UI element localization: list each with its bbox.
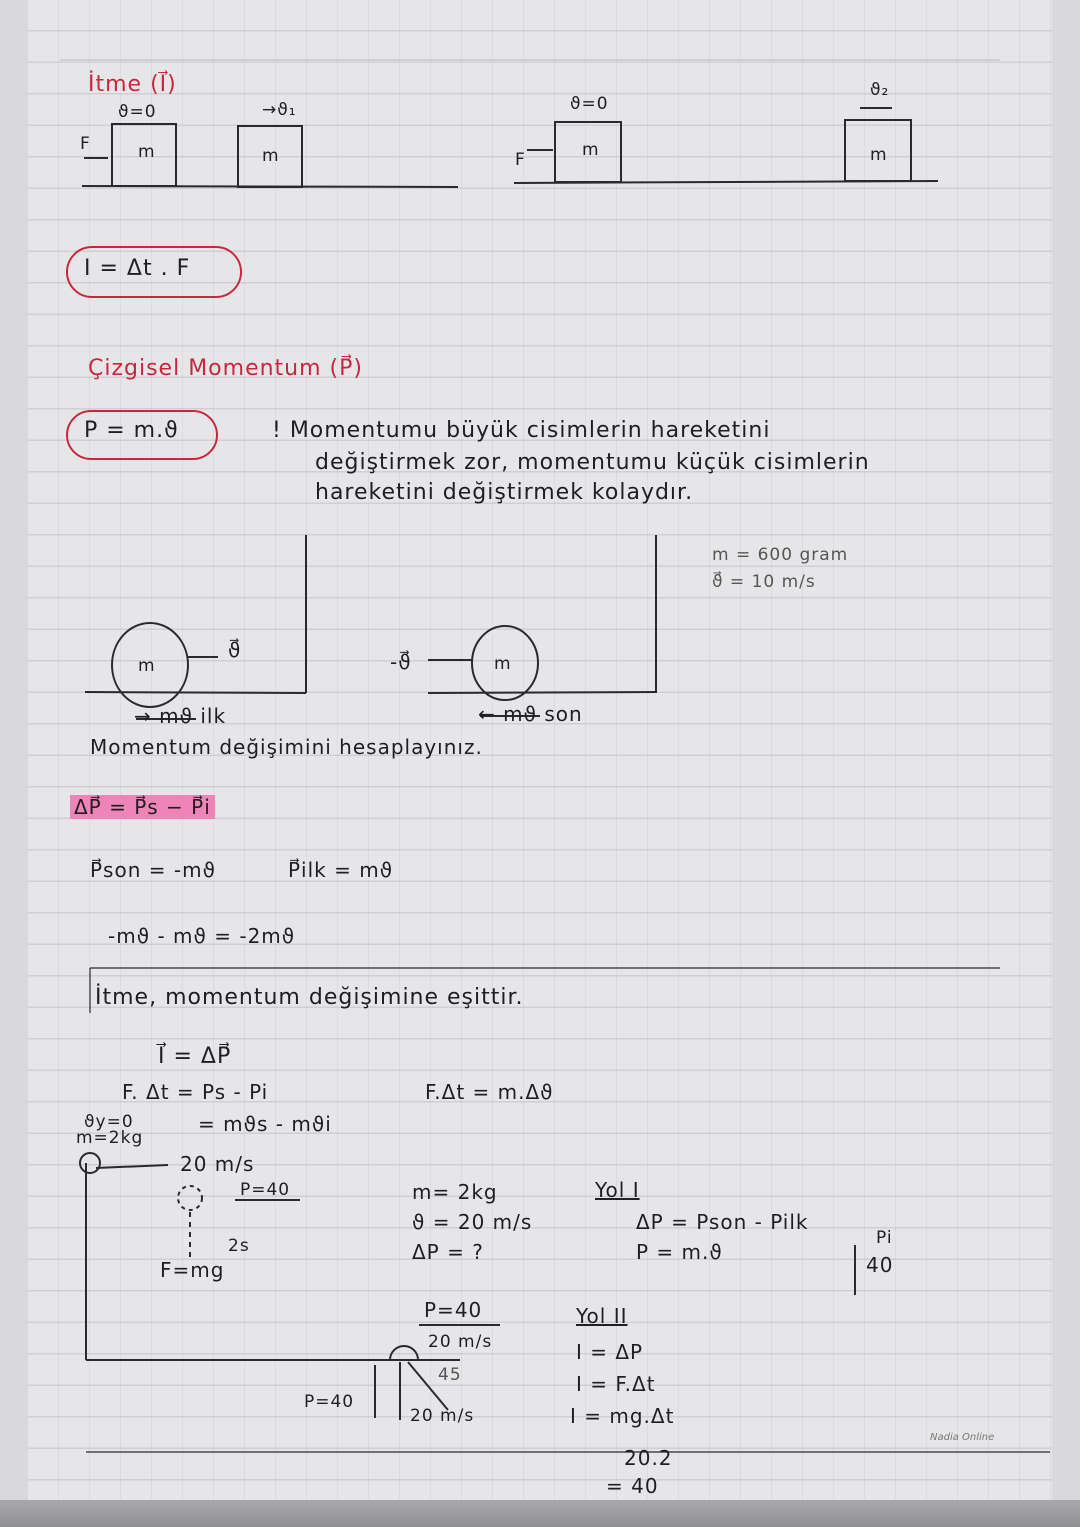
given-item: m= 2kg [412,1180,498,1204]
impulse-heading: İtme (I⃗) [88,72,177,97]
force-label: F=mg [160,1258,225,1282]
momentum-heading: Çizgisel Momentum (P⃗) [88,356,363,381]
method1-line: P = m.ϑ [636,1240,723,1264]
p-final: P⃗son = -mϑ [90,858,216,882]
equation: = mϑs - mϑi [198,1112,332,1136]
given-velocity: ϑ⃗ = 10 m/s [712,572,816,592]
mass-label: m=2kg [76,1128,144,1148]
force-label: F [80,134,91,154]
note-line: ! Momentumu büyük cisimlerin hareketini [272,418,771,443]
equation: F.Δt = m.Δϑ [425,1080,554,1104]
velocity-label: ϑ₂ [870,80,890,100]
ball-mass-label: m [138,656,156,676]
highlight-formula-text: ΔP⃗ = P⃗s − P⃗i [70,795,215,819]
angle-label: 45 [438,1365,462,1385]
velocity-label: →ϑ₁ [262,100,297,120]
result: -mϑ - mϑ = -2mϑ [108,924,296,948]
impulse-formula: I = Δt . F [84,256,191,281]
ball-mass-label: m [494,654,512,674]
note-line: hareketini değiştirmek kolaydır. [315,480,694,505]
momentum-initial: → mϑ ilk [134,704,227,728]
equation: F. Δt = Ps - Pi [122,1080,269,1104]
p-initial: P⃗ilk = mϑ [288,858,394,882]
ball [80,1153,100,1173]
note-line: değiştirmek zor, momentumu küçük cisimlerin [315,450,870,475]
force-label: F [515,150,526,170]
speed-label: 20 m/s [180,1152,255,1176]
velocity-label: ϑ=0 [570,94,609,114]
mass-label: m [138,142,156,162]
velocity-label: -ϑ⃗ [390,650,412,674]
vy-label: ϑy=0 [84,1112,134,1132]
ball [390,1346,418,1360]
highlight-formula [70,795,215,819]
speed-label: 20 m/s [428,1332,493,1352]
velocity-label: ϑ⃗ [228,638,242,662]
mass-label: m [262,146,280,166]
floor [428,692,656,693]
momentum-final: ← mϑ son [478,702,583,726]
method2-line: 20.2 [624,1446,673,1470]
method2-title: Yol II [576,1304,628,1328]
floor [85,692,306,693]
ball-position [178,1186,202,1210]
mass-label: m [582,140,600,160]
momentum-formula: P = m.ϑ [84,418,179,443]
given-mass: m = 600 gram [712,545,849,565]
method2-line: = 40 [606,1474,659,1498]
equation: I⃗ = ΔP⃗ [158,1044,232,1069]
speed-label: 20 m/s [410,1406,475,1426]
side-label: Pi [876,1228,893,1248]
method2-line: I = ΔP [576,1340,644,1364]
method1-line: ΔP = Pson - Pilk [636,1210,809,1234]
time-label: 2s [228,1236,250,1256]
mass-label: m [870,145,888,165]
momentum-label: P=40 [424,1298,483,1322]
velocity-arrow [96,1165,168,1168]
given-item: ϑ = 20 m/s [412,1210,533,1234]
momentum-label: P=40 [240,1180,291,1200]
method1-title: Yol I [595,1178,640,1202]
velocity-label: ϑ=0 [118,102,157,122]
method2-line: I = F.Δt [576,1372,656,1396]
signature: Nadia Online [930,1432,995,1443]
given-item: ΔP = ? [412,1240,484,1264]
method2-line: I = mg.Δt [570,1404,675,1428]
question: Momentum değişimini hesaplayınız. [90,735,483,759]
momentum-label: P=40 [304,1392,355,1412]
side-value: 40 [866,1253,894,1277]
statement: İtme, momentum değişimine eşittir. [95,985,524,1010]
